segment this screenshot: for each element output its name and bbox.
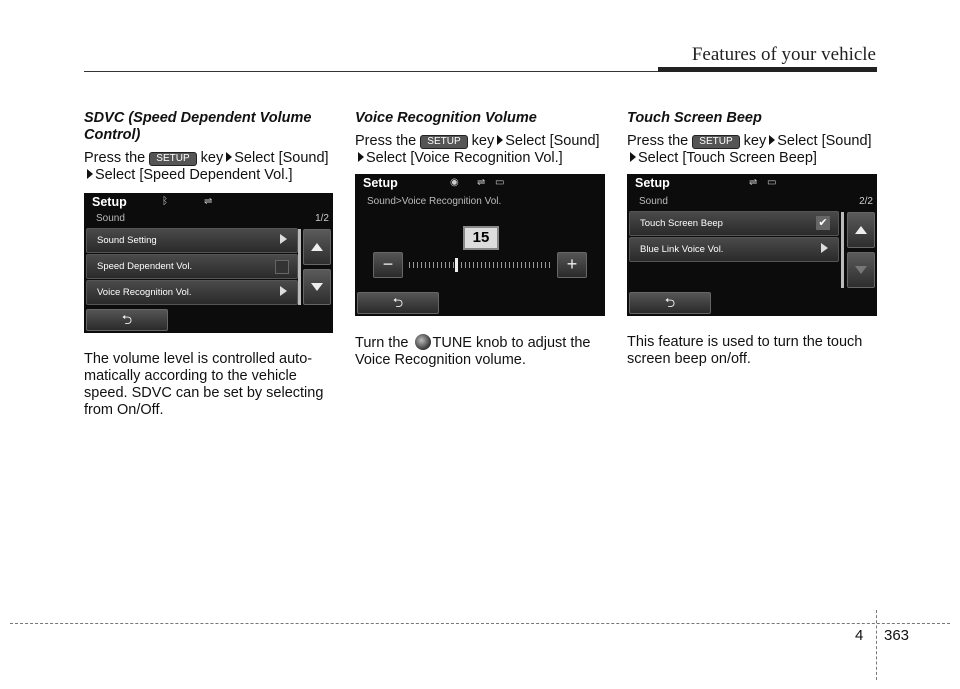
instr-text: Select [Sound] (777, 133, 872, 149)
tune-knob-icon (415, 334, 431, 350)
volume-value: 15 (463, 226, 499, 250)
row-label: Voice Recognition Vol. (97, 287, 192, 298)
screen-title: Setup (635, 176, 670, 190)
row-label: Sound Setting (97, 235, 157, 246)
row-label: Blue Link Voice Vol. (640, 244, 724, 255)
section-sdvc (84, 110, 336, 184)
instr-text: key (200, 150, 224, 166)
page-indicator: 1/2 (315, 213, 329, 224)
menu-row-blue-link-voice[interactable] (629, 237, 839, 262)
body-text-pre: Turn the (355, 335, 409, 351)
battery-icon: ▭ (495, 177, 505, 188)
screen-subtitle: Sound>Voice Recognition Vol. (367, 196, 502, 207)
usb-icon: ⇌ (749, 177, 758, 188)
scroll-down-button[interactable] (847, 252, 875, 288)
arrow-right-icon (769, 135, 775, 145)
menu-row-voice-recognition[interactable] (86, 280, 298, 305)
checkbox-icon (275, 260, 289, 274)
arrow-down-icon (855, 266, 867, 274)
body-text (355, 334, 607, 369)
chevron-right-icon (280, 234, 287, 244)
instr-text: Select [Touch Screen Beep] (638, 150, 817, 166)
page-number: 363 (884, 627, 910, 644)
back-button[interactable]: ⮌ (357, 292, 439, 314)
screen-sdvc (84, 193, 333, 333)
instr-text: Select [Sound] (234, 150, 329, 166)
row-label: Speed Dependent Vol. (97, 261, 193, 272)
section-heading: Voice Recognition Volume (355, 110, 537, 126)
back-button[interactable]: ⮌ (629, 292, 711, 314)
screen-touch-screen-beep (627, 174, 877, 316)
instr-text: Press the (627, 133, 689, 149)
instr-text: key (471, 133, 495, 149)
scroll-down-button[interactable] (303, 269, 331, 305)
usb-icon: ⇌ (204, 196, 213, 207)
section-heading: SDVC (Speed Dependent Volume Control) (84, 110, 312, 143)
section-voice-recognition (355, 110, 607, 167)
sdvc-description (84, 351, 336, 419)
instr-text: Select [Speed Dependent Vol.] (95, 167, 293, 183)
battery-icon: ▭ (767, 177, 777, 188)
arrow-up-icon (311, 243, 323, 251)
instr-text: key (743, 133, 767, 149)
section-touch-screen-beep (627, 110, 879, 167)
instr-text: Select [Sound] (505, 133, 600, 149)
instruction (627, 133, 879, 167)
volume-slider-thumb[interactable] (455, 258, 458, 272)
arrow-right-icon (358, 152, 364, 162)
instr-text: Select [Voice Recognition Vol.] (366, 150, 563, 166)
volume-minus-button[interactable]: − (373, 252, 403, 278)
running-header: Features of your vehicle (691, 44, 876, 65)
footer-rule (10, 623, 950, 624)
chevron-right-icon (821, 243, 828, 253)
scroll-up-button[interactable] (847, 212, 875, 248)
arrow-up-icon (855, 226, 867, 234)
bluetooth-icon: ᛒ (162, 196, 168, 207)
menu-row-touch-screen-beep[interactable] (629, 211, 839, 236)
scroll-track (841, 212, 844, 288)
chapter-number: 4 (855, 627, 864, 644)
arrow-right-icon (497, 135, 503, 145)
arrow-right-icon (226, 152, 232, 162)
instruction (355, 133, 607, 167)
screen-subtitle: Sound (639, 196, 668, 207)
checkmark-icon: ✔ (816, 216, 830, 230)
instr-text: Press the (355, 133, 417, 149)
scroll-up-button[interactable] (303, 229, 331, 265)
body-text-post: TUNE knob to adjust the Voice Recognition volume. (355, 335, 591, 368)
menu-row-sound-setting[interactable] (86, 228, 298, 253)
arrow-right-icon (87, 169, 93, 179)
header-bar (658, 67, 877, 72)
setup-key: SETUP (420, 135, 467, 149)
touch-screen-beep-description (627, 334, 879, 368)
setup-key: SETUP (692, 135, 739, 149)
chevron-right-icon (280, 286, 287, 296)
body-text: The volume level is controlled auto-matically according to the vehicle speed. SDVC can be set by selecting from On/Off. (84, 351, 324, 418)
instr-text: Press the (84, 150, 146, 166)
setup-key: SETUP (149, 152, 196, 166)
body-text: This feature is used to turn the touch screen beep on/off. (627, 334, 863, 367)
arrow-down-icon (311, 283, 323, 291)
page-separator (876, 610, 878, 680)
screen-voice-recognition (355, 174, 605, 316)
disc-icon: ◉ (450, 177, 459, 188)
screen-title: Setup (92, 195, 127, 209)
volume-slider[interactable] (409, 262, 551, 268)
scroll-track (298, 229, 301, 305)
volume-plus-button[interactable]: + (557, 252, 587, 278)
row-label: Touch Screen Beep (640, 218, 723, 229)
voice-recognition-description (355, 334, 607, 369)
page-indicator: 2/2 (859, 196, 873, 207)
section-heading: Touch Screen Beep (627, 110, 762, 126)
screen-subtitle: Sound (96, 213, 125, 224)
back-button[interactable]: ⮌ (86, 309, 168, 331)
instruction (84, 150, 336, 184)
arrow-right-icon (630, 152, 636, 162)
menu-row-speed-dependent[interactable] (86, 254, 298, 279)
screen-title: Setup (363, 176, 398, 190)
usb-icon: ⇌ (477, 177, 486, 188)
